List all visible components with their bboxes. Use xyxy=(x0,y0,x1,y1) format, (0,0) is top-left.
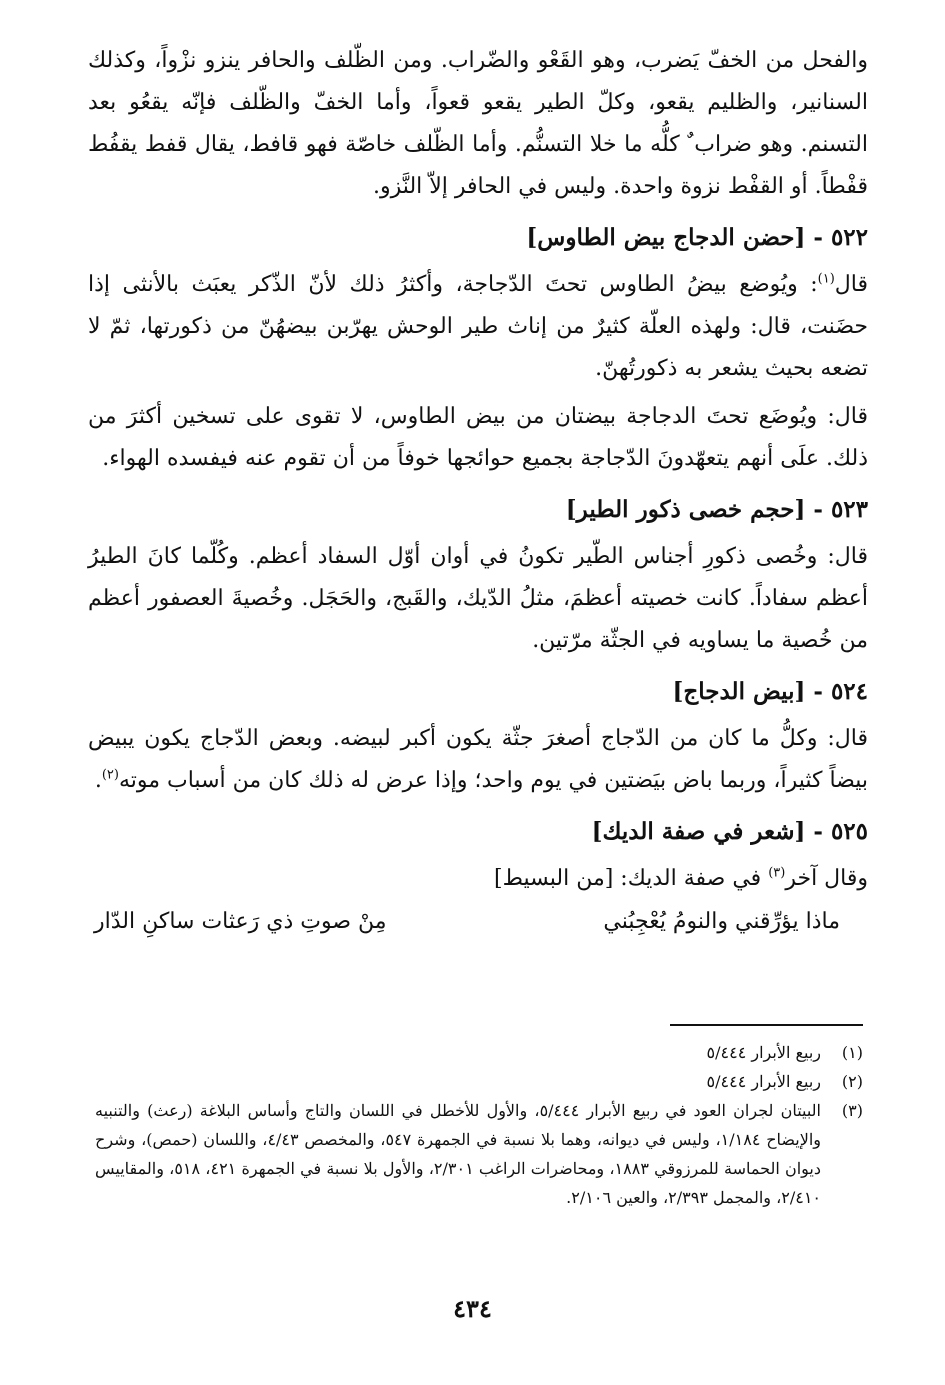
section-heading: ٥٢٣ - [حجم خصى ذكور الطير] xyxy=(565,496,868,523)
section-525 xyxy=(88,810,868,944)
footnote-ref[interactable]: (١) xyxy=(817,271,835,287)
paragraph-text: : ويُوضع بيضُ الطاوس تحتَ الدّجاجة، وأكثرُ ذلك لأنّ الذّكر يعبَث بالأنثى إذا حضَنت، قال: ولهذه العلّة كثيرٌ من إناث طير الوحش يهرّبن بيضهُنّ من ذكورتها، ثمّ لا تضعه بحيث يشعر به ذكورتُهنّ. xyxy=(88,272,868,381)
page-number: ٤٣٤ xyxy=(453,1294,492,1323)
footnote-ref[interactable]: (٢) xyxy=(101,767,119,783)
footnote-separator xyxy=(670,1024,863,1026)
paragraph-text: قال xyxy=(834,272,868,297)
opening-paragraph: والفحل من الخفّ يَضرب، وهو القَعْو والضّراب. ومن الظّلف والحافر ينزو نزْواً، وكذلك السنانير، والظليم يقعو، وكلّ الطير يقعو قعواً، وأما الخفّ والظّلف فإنّه يقعُو بعد التسنم. وهو ضراب ٌ كلُّه ما خلا التسنُّم. وأما الظّلف خاصّة فهو قافط، يقال قفط يقفُط قفْطاً. أو القفْط نزوة واحدة. وليس في الحافر إلاّ النَّزو. xyxy=(88,48,868,199)
footnote-mark: (٢) xyxy=(841,1072,863,1091)
section-523 xyxy=(88,488,868,662)
footnote-text: ربيع الأبرار ٥/٤٤٤ xyxy=(706,1043,821,1062)
footnote-item xyxy=(95,1067,863,1096)
footnote-item xyxy=(95,1096,863,1212)
verse-second-hemistich: مِنْ صوتِ ذي رَعثات ساكنِ الدّار xyxy=(94,909,387,934)
paragraph-text: . xyxy=(94,768,102,793)
footnote-text: البيتان لجران العود في ربيع الأبرار ٥/٤٤٤، والأول للأخطل في اللسان والتاج وأساس البلاغة (رعث) والتنبيه والإيضاح ١/١٨٤، وليس في ديوانه، وهما بلا نسبة في الجمهرة ٥٤٧، والمخصص ٤/٤٣، واللسان (حمص)، وشرح ديوان الحماسة للمرزوقي ١٨٨٣، ومحاضرات الراغب ٢/٣٠١، والأول بلا نسبة في الجمهرة ٤٢١، ٥١٨، والمقاييس ٢/٤١٠، والمجمل ٢/٣٩٣، والعين ٢/١٠٦. xyxy=(95,1101,822,1207)
paragraph-text: قال: وخُصى ذكورِ أجناس الطّير تكونُ في أوان أوّل السفاد أعظم. وكُلّما كانَ الطيرُ أعظم سفاداً. كانت خصيته أعظمَ، مثلُ الدّيك، والقَبج، والحَجَل. وخُصيةَ العصفور أعظم من خُصية ما يساويه في الجثّة مرّتين. xyxy=(88,544,868,653)
footnote-mark: (٣) xyxy=(841,1101,863,1120)
paragraph xyxy=(88,396,868,480)
section-522 xyxy=(88,216,868,480)
footnote-mark: (١) xyxy=(841,1043,863,1062)
section-heading: ٥٢٢ - [حضن الدجاج بيض الطاوس] xyxy=(526,224,868,251)
paragraph-text: قال: وكلُّ ما كان من الدّجاج أصغرَ جثّة يكون أكبر لبيضه. وبعض الدّجاج يكون يبيض بيضاً كثيراً، وربما باض بيَضتين في يوم واحد؛ وإذا عرض له ذلك كان من أسباب موته xyxy=(88,726,868,793)
verse-intro-text: في صفة الديك: [من البسيط] xyxy=(494,866,769,891)
page-body xyxy=(88,40,868,944)
footnote-ref[interactable]: (٣) xyxy=(768,865,786,881)
verse-intro-text: وقال آخر xyxy=(785,866,868,891)
section-heading: ٥٢٤ - [بيض الدجاج] xyxy=(672,678,868,705)
poem-verse xyxy=(88,900,868,944)
verse-intro xyxy=(88,858,868,900)
footnote-item xyxy=(95,1038,863,1067)
paragraph xyxy=(88,718,868,802)
section-524 xyxy=(88,670,868,802)
section-heading: ٥٢٥ - [شعر في صفة الديك] xyxy=(591,818,868,845)
footnotes xyxy=(95,1038,863,1212)
paragraph-text: قال: ويُوضَع تحتَ الدجاجة بيضتان من بيض الطاوس، لا تقوى على تسخين أكثرَ من ذلك. علَى أنهم يتعهّدونَ الدّجاجة بجميع حوائجها خوفاً من أن تقوم عنه فيفسده الهواء. xyxy=(88,404,868,471)
footnote-text: ربيع الأبرار ٥/٤٤٤ xyxy=(706,1072,821,1091)
verse-first-hemistich: ماذا يؤرِّقني والنومُ يُعْجِبُني xyxy=(603,909,840,934)
paragraph xyxy=(88,264,868,390)
paragraph xyxy=(88,536,868,662)
